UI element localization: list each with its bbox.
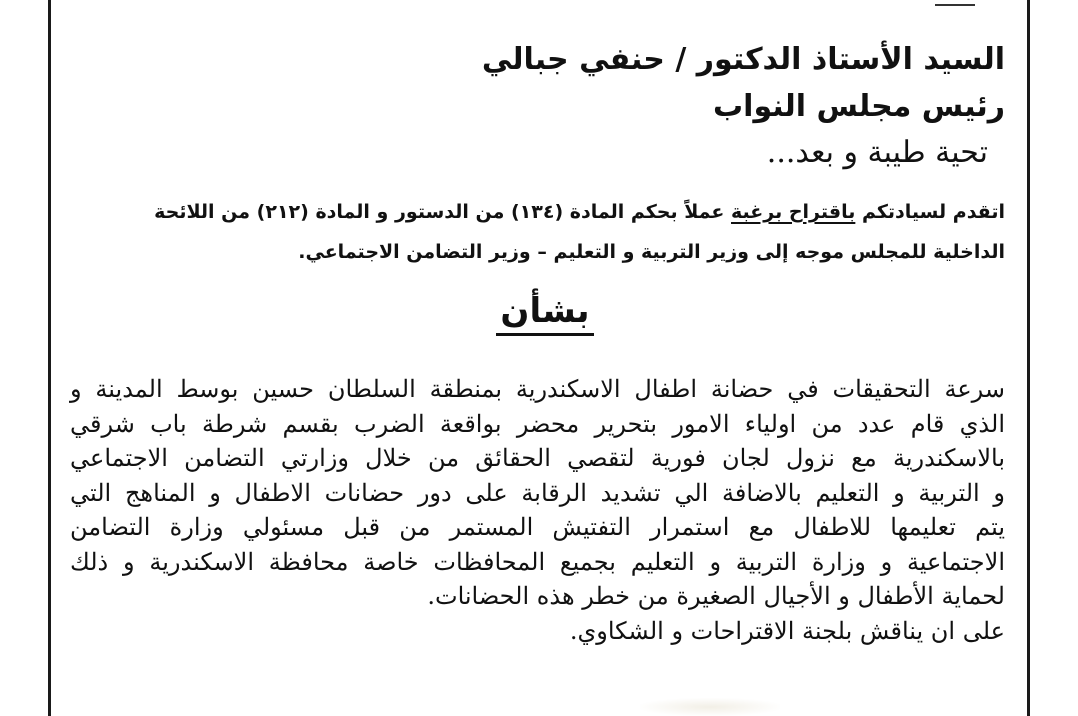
body-line: بالاسكندرية مع نزول لجان فورية لتقصي الحقائق من خلال وزارتي التضامن الاجتماعي [70, 444, 1005, 472]
subject-heading [0, 287, 1078, 335]
body-line: الذي قام عدد من اولياء الامور بتحرير محضر بواقعة الضرب بقسم شرطة باب شرقي [70, 409, 1005, 438]
bottom-edge-blur [640, 698, 780, 716]
intro-line-1 [154, 197, 1005, 227]
greeting: تحية طيبة و بعد... [766, 135, 988, 170]
addressee-name: السيد الأستاذ الدكتور / حنفي جبالي [481, 42, 1005, 77]
addressee-title: رئيس مجلس النواب [713, 89, 1005, 124]
intro-proposal-type: باقتراح برغبة [731, 201, 856, 223]
body-line: يتم تعليمها للاطفال مع استمرار التفتيش المستمر من قبل مسئولي وزارة التضامن [70, 513, 1005, 541]
subject-label: بشأن [496, 291, 593, 336]
body-line: لحماية الأطفال و الأجيال الصغيرة من خطر هذه الحضانات. [427, 582, 1005, 610]
intro-line-1-start: اتقدم لسيادتكم [855, 201, 1005, 223]
page-border-right [1027, 0, 1030, 716]
intro-line-2: الداخلية للمجلس موجه إلى وزير التربية و التعليم – وزير التضامن الاجتماعي. [298, 241, 1005, 263]
intro-line-1-end: عملاً بحكم المادة (١٣٤) من الدستور و المادة (٢١٢) من اللائحة [154, 201, 732, 223]
body-closing-line: على ان يناقش بلجنة الاقتراحات و الشكاوي. [569, 616, 1005, 645]
body-line: الاجتماعية و وزارة التربية و التعليم بجميع المحافظات خاصة محافظة الاسكندرية و ذلك [70, 547, 1005, 576]
body-line: و التربية و التعليم بالاضافة الي تشديد الرقابة على دور حضانات الاطفال و المناهج التي [70, 478, 1005, 507]
body-line: سرعة التحقيقات في حضانة اطفال الاسكندرية بمنطقة السلطان حسين بوسط المدينة و [70, 375, 1005, 403]
top-edge-fragment [935, 0, 975, 6]
page-border-left [48, 0, 51, 716]
body-paragraph [70, 372, 1005, 648]
